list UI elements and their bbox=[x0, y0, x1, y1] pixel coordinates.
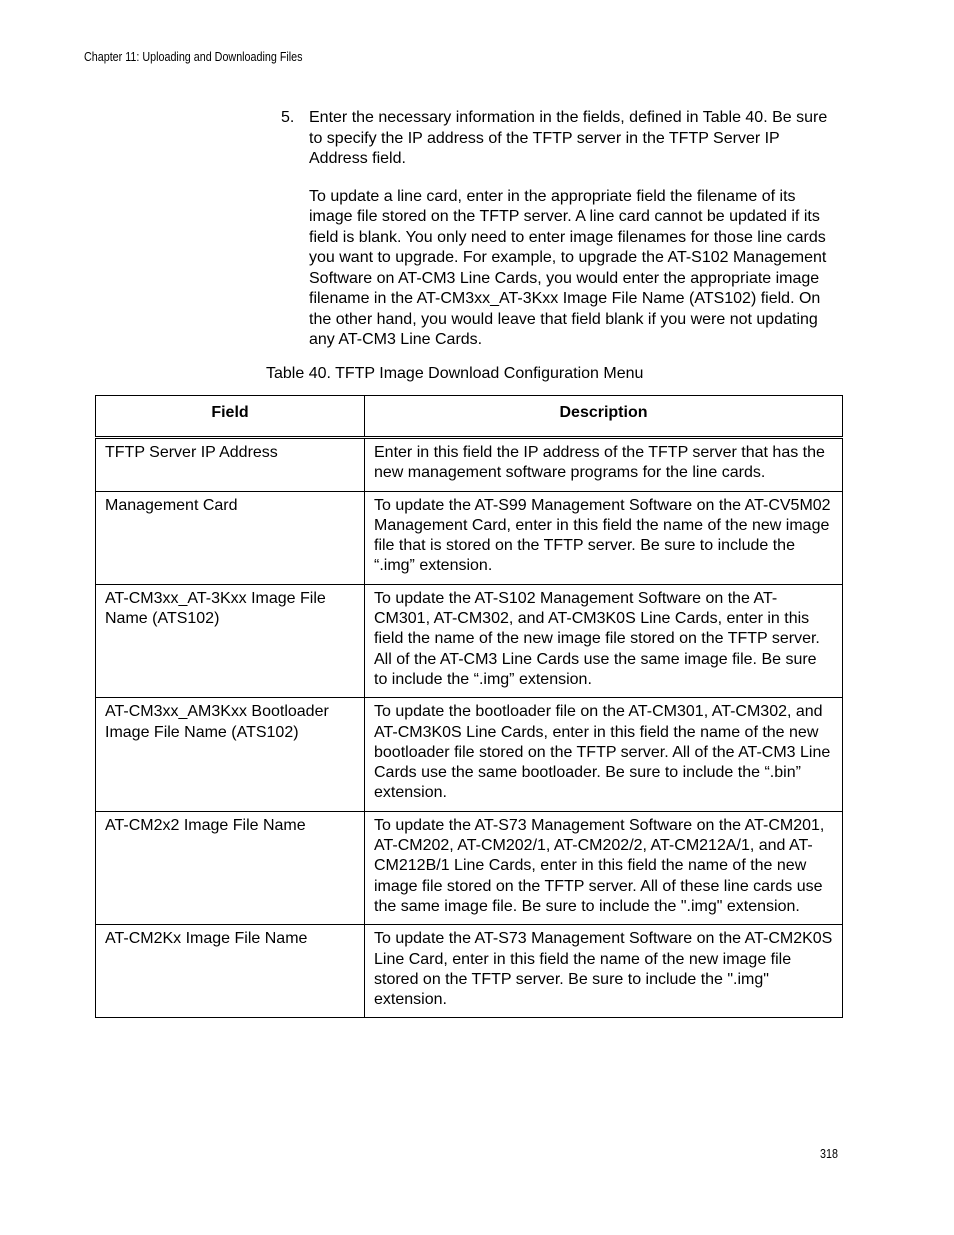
running-header: Chapter 11: Uploading and Downloading Files bbox=[84, 50, 303, 64]
field-cell: AT-CM3xx_AM3Kxx Bootloader Image File Name (ATS102) bbox=[96, 698, 365, 811]
page-number: 318 bbox=[820, 1147, 838, 1161]
field-cell: AT-CM2x2 Image File Name bbox=[96, 811, 365, 924]
field-cell: Management Card bbox=[96, 491, 365, 584]
configuration-menu-table bbox=[95, 395, 843, 1018]
column-header-field: Field bbox=[96, 396, 365, 438]
field-cell: TFTP Server IP Address bbox=[96, 438, 365, 492]
description-cell: To update the AT-S102 Management Software on the AT-CM301, AT-CM302, and AT-CM3K0S Line Cards, enter in this field the name of the new image file stored on the TFTP server. All of the AT-CM3 Line Cards use the same image file. Be sure to include the “.img” extension. bbox=[365, 584, 843, 697]
step-body bbox=[309, 108, 841, 351]
description-cell: Enter in this field the IP address of the TFTP server that has the new management software programs for the line cards. bbox=[365, 438, 843, 492]
step-number: 5. bbox=[281, 109, 295, 126]
table-row bbox=[96, 438, 843, 492]
description-cell: To update the bootloader file on the AT-CM301, AT-CM302, and AT-CM3K0S Line Cards, enter in this field the name of the new bootloader file stored on the TFTP server. All of the AT-CM3 Line Cards use the same bootloader. Be sure to include the “.bin” extension. bbox=[365, 698, 843, 811]
description-cell: To update the AT-S99 Management Software on the AT-CV5M02 Management Card, enter in this field the name of the new image file that is stored on the TFTP server. Be sure to include the “.img” extension. bbox=[365, 491, 843, 584]
table-row bbox=[96, 491, 843, 584]
table-row bbox=[96, 925, 843, 1018]
table-header-row bbox=[96, 396, 843, 438]
step-row bbox=[281, 108, 841, 351]
column-header-description: Description bbox=[365, 396, 843, 438]
step-paragraph-2: To update a line card, enter in the appropriate field the filename of its image file stored on the TFTP server. A line card cannot be updated if its field is blank. You only need to enter image filenames for those line cards you want to upgrade. For example, to upgrade the AT-S102 Management Software on AT-CM3 Line Cards, you would enter the appropriate image filename in the AT-CM3xx_AT-3Kxx Image File Name (ATS102) field. On the other hand, you would leave that field blank if you were not updating any AT-CM3 Line Cards. bbox=[309, 187, 827, 348]
table-row bbox=[96, 698, 843, 811]
description-cell: To update the AT-S73 Management Software on the AT-CM201, AT-CM202, AT-CM202/1, AT-CM202/2, AT-CM212A/1, and AT-CM212B/1 Line Cards, enter in this field the name of the new image file stored on the TFTP server. All of these line cards use the same image file. Be sure to include the ".img" extension. bbox=[365, 811, 843, 924]
table-caption: Table 40. TFTP Image Download Configuration Menu bbox=[266, 365, 644, 382]
field-cell: AT-CM2Kx Image File Name bbox=[96, 925, 365, 1018]
table-row bbox=[96, 584, 843, 697]
table-row bbox=[96, 811, 843, 924]
field-cell: AT-CM3xx_AT-3Kxx Image File Name (ATS102) bbox=[96, 584, 365, 697]
step-5 bbox=[281, 108, 841, 351]
step-paragraph-1: Enter the necessary information in the fields, defined in Table 40. Be sure to specify the IP address of the TFTP server in the TFTP Server IP Address field. bbox=[309, 109, 828, 167]
description-cell: To update the AT-S73 Management Software on the AT-CM2K0S Line Card, enter in this field the name of the new image file stored on the TFTP server. Be sure to include the ".img" extension. bbox=[365, 925, 843, 1018]
